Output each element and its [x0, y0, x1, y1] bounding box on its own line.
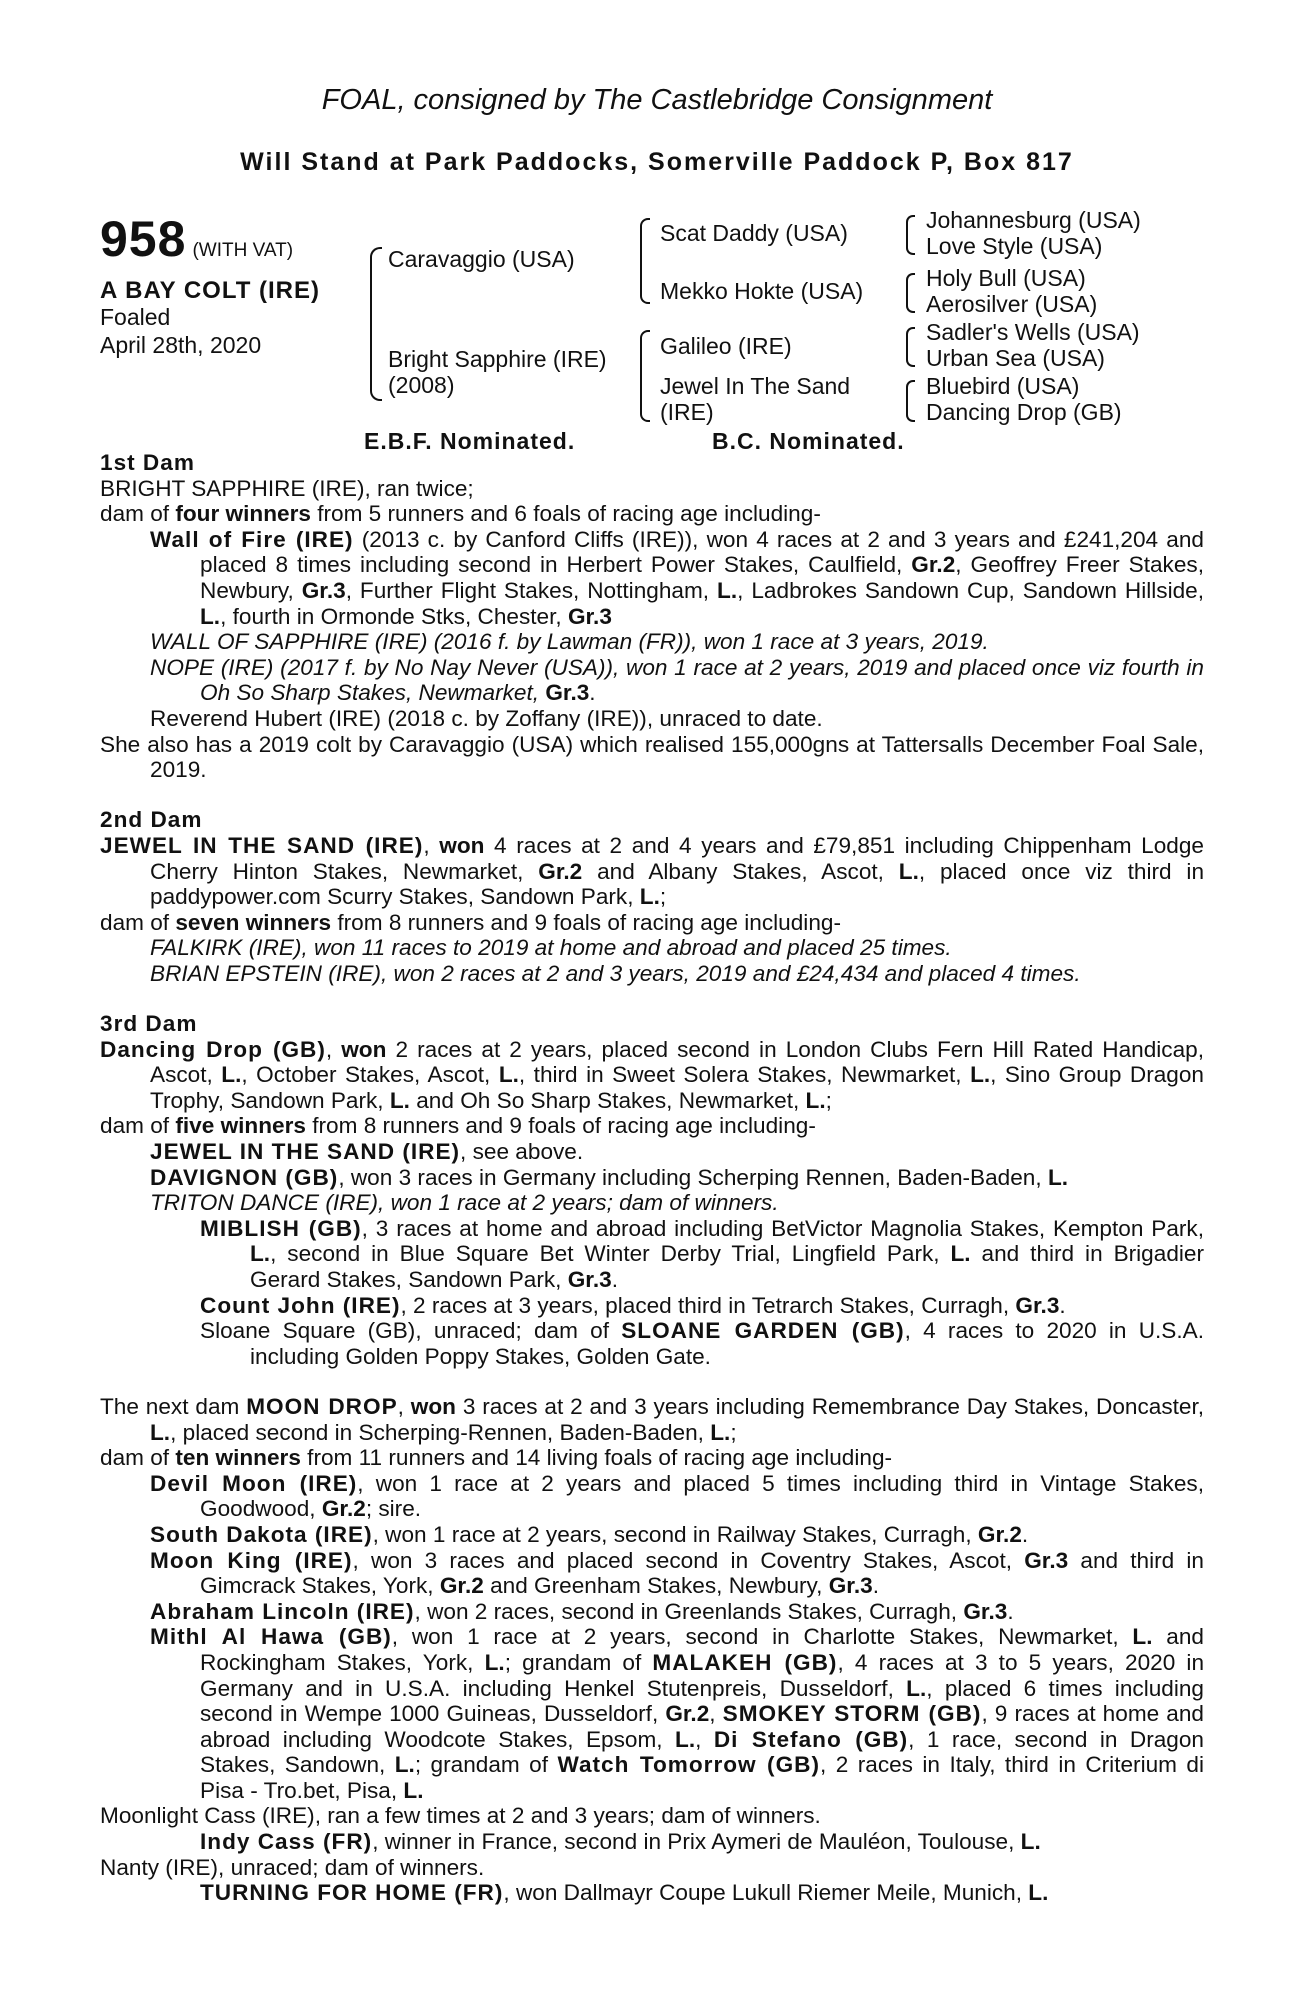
- pedigree-brace-ss: [906, 215, 915, 255]
- second-dam-record: JEWEL IN THE SAND (IRE), won 4 races at 2 and 4 years and £79,851 including Chippenham Lodge Cherry Hinton Stakes, Newmarket, Gr.2 and Albany Stakes, Ascot, L., placed once viz third in paddypower.com Scurry Stakes, Sandown Park, L.;: [100, 832, 1205, 910]
- foaled-info: [100, 303, 261, 359]
- pedigree-dam-year: (2008): [388, 372, 455, 398]
- progeny-reverend-hubert: Reverend Hubert (IRE) (2018 c. by Zoffany (IRE)), unraced to date.: [150, 705, 823, 731]
- foaled-date: April 28th, 2020: [100, 332, 262, 358]
- progeny-devil-moon: Devil Moon (IRE), won 1 race at 2 years and placed 5 times including third in Vintage Stakes, Goodwood, Gr.2; sire.: [150, 1470, 1204, 1522]
- horse-name: A BAY COLT (IRE): [100, 277, 321, 304]
- progeny-wall-of-fire: Wall of Fire (IRE) (2013 c. by Canford Cliffs (IRE)), won 4 races at 2 and 3 years and £241,204 and placed 8 times including second in Herbert Power Stakes, Caulfield, Gr.2, Geoffrey Freer Stakes, Newbury, Gr.3, Further Flight Stakes, Nottingham, L., Ladbrokes Sandown Cup, Sandown Hillside, L., fourth in Ormonde Stks, Chester, Gr.3: [150, 526, 1204, 629]
- pedigree-dam-dam-suffix: (IRE): [660, 399, 714, 425]
- pedigree-dam-dam-name: Jewel In The Sand: [660, 373, 851, 399]
- pedigree-brace-dam: [640, 330, 650, 422]
- pedigree-sdd: Aerosilver (USA): [926, 291, 1098, 317]
- pedigree-dam: [388, 346, 607, 398]
- third-dam-record: Dancing Drop (GB), won 2 races at 2 years, placed second in London Clubs Fern Hill Rated Handicap, Ascot, L., October Stakes, Ascot, L., third in Sweet Solera Stakes, Newmarket, L., Sino Group Dragon Trophy, Sandown Park, L. and Oh So Sharp Stakes, Newmarket, L.;: [100, 1036, 1204, 1113]
- progeny-abraham-lincoln: Abraham Lincoln (IRE), won 2 races, second in Greenlands Stakes, Curragh, Gr.3.: [150, 1598, 1014, 1624]
- next-dam-dam-of: dam of ten winners from 11 runners and 14 living foals of racing age including-: [100, 1445, 893, 1471]
- progeny-falkirk: FALKIRK (IRE), won 11 races to 2019 at home and abroad and placed 25 times.: [150, 935, 952, 961]
- pedigree-dds: Bluebird (USA): [926, 373, 1080, 399]
- progeny-wall-of-sapphire: WALL OF SAPPHIRE (IRE) (2016 f. by Lawman (FR)), won 1 race at 3 years, 2019.: [150, 629, 989, 655]
- progeny-nope: NOPE (IRE) (2017 f. by No Nay Never (USA)), won 1 race at 2 years, 2019 and placed once viz fourth in Oh So Sharp Stakes, Newmarket, Gr.3.: [150, 654, 1204, 706]
- pedigree-dam-sire: Galileo (IRE): [660, 333, 792, 359]
- third-dam-dam-of: dam of five winners from 8 runners and 9 foals of racing age including-: [100, 1113, 816, 1139]
- pedigree-sire: Caravaggio (USA): [388, 246, 575, 272]
- stand-location: Will Stand at Park Paddocks, Somerville Paddock P, Box 817: [240, 148, 1074, 176]
- pedigree-brace-dd: [906, 380, 915, 422]
- pedigree-ddd: Dancing Drop (GB): [926, 399, 1122, 425]
- progeny-count-john: Count John (IRE), 2 races at 3 years, placed third in Tetrarch Stakes, Curragh, Gr.3.: [200, 1292, 1066, 1318]
- progeny-triton-dance: TRITON DANCE (IRE), won 1 race at 2 years; dam of winners.: [150, 1190, 779, 1216]
- progeny-moonlight-cass: Moonlight Cass (IRE), ran a few times at 2 and 3 years; dam of winners.: [100, 1803, 821, 1829]
- first-dam-intro: BRIGHT SAPPHIRE (IRE), ran twice;: [100, 475, 474, 501]
- bc-nominated: B.C. Nominated.: [712, 428, 905, 454]
- second-dam-dam-of: dam of seven winners from 8 runners and 9 foals of racing age including-: [100, 909, 841, 935]
- progeny-davignon: DAVIGNON (GB), won 3 races in Germany including Scherping Rennen, Baden-Baden, L.: [150, 1164, 1069, 1190]
- first-dam-heading: 1st Dam: [100, 450, 195, 475]
- pedigree-dsd: Urban Sea (USA): [926, 345, 1105, 371]
- progeny-indy-cass: Indy Cass (FR), winner in France, second in Prix Aymeri de Mauléon, Toulouse, L.: [200, 1829, 1041, 1855]
- pedigree-brace-main: [370, 247, 382, 401]
- progeny-brian-epstein: BRIAN EPSTEIN (IRE), won 2 races at 2 and 3 years, 2019 and £24,434 and placed 4 times.: [150, 960, 1081, 986]
- first-dam-also: She also has a 2019 colt by Caravaggio (USA) which realised 155,000gns at Tattersalls December Foal Sale, 2019.: [100, 731, 1204, 783]
- lot-number: 958: [100, 211, 187, 267]
- consignment-title: FOAL, consigned by The Castlebridge Consignment: [321, 84, 993, 116]
- pedigree-brace-sd: [906, 273, 915, 313]
- pedigree-brace-sire: [640, 218, 650, 304]
- progeny-south-dakota: South Dakota (IRE), won 1 race at 2 years, second in Railway Stakes, Curragh, Gr.2.: [150, 1521, 1029, 1547]
- pedigree-ssd: Love Style (USA): [926, 233, 1103, 259]
- produce-record: [100, 450, 1204, 1906]
- progeny-mithl-al-hawa: Mithl Al Hawa (GB), won 1 race at 2 years, second in Charlotte Stakes, Newmarket, L. and Rockingham Stakes, York, L.; grandam of MALAKEH (GB), 4 races at 3 to 5 years, 2020 in Germany and in U.S.A. including Henkel Stutenpreis, Dusseldorf, L., placed 6 times including second in Wempe 1000 Guineas, Dusseldorf, Gr.2, SMOKEY STORM (GB), 9 races at home and abroad including Woodcote Stakes, Epsom, L., Di Stefano (GB), 1 race, second in Dragon Stakes, Sandown, L.; grandam of Watch Tomorrow (GB), 2 races in Italy, third in Criterium di Pisa - Tro.bet, Pisa, L.: [150, 1624, 1205, 1803]
- second-dam-heading: 2nd Dam: [100, 807, 203, 833]
- vat-note: (WITH VAT): [192, 240, 294, 261]
- first-dam-dam-of: dam of four winners from 5 runners and 6 foals of racing age including-: [100, 501, 821, 527]
- pedigree-brace-ds: [906, 327, 915, 367]
- ebf-nominated: E.B.F. Nominated.: [364, 428, 576, 454]
- pedigree-sds: Holy Bull (USA): [926, 265, 1086, 291]
- progeny-nanty: Nanty (IRE), unraced; dam of winners.: [100, 1854, 485, 1880]
- pedigree-dam-name: Bright Sapphire (IRE): [388, 346, 607, 372]
- progeny-sloane-square: Sloane Square (GB), unraced; dam of SLOANE GARDEN (GB), 4 races to 2020 in U.S.A. including Golden Poppy Stakes, Golden Gate.: [200, 1318, 1205, 1369]
- lot-block: [100, 210, 293, 268]
- pedigree-dss: Sadler's Wells (USA): [926, 319, 1140, 345]
- pedigree-sire-dam: Mekko Hokte (USA): [660, 278, 864, 304]
- pedigree-sire-sire: Scat Daddy (USA): [660, 220, 848, 246]
- next-dam-record: The next dam MOON DROP, won 3 races at 2 and 3 years including Remembrance Day Stakes, Doncaster, L., placed second in Scherping-Rennen, Baden-Baden, L.;: [100, 1393, 1205, 1445]
- progeny-moon-king: Moon King (IRE), won 3 races and placed second in Coventry Stakes, Ascot, Gr.3 and third in Gimcrack Stakes, York, Gr.2 and Greenham Stakes, Newbury, Gr.3.: [150, 1547, 1205, 1599]
- foaled-label: Foaled: [100, 304, 171, 330]
- pedigree-dam-dam: [660, 373, 850, 425]
- progeny-jewel-in-the-sand: JEWEL IN THE SAND (IRE), see above.: [150, 1139, 584, 1165]
- progeny-turning-for-home: TURNING FOR HOME (FR), won Dallmayr Coupe Lukull Riemer Meile, Munich, L.: [200, 1880, 1049, 1906]
- progeny-miblish: MIBLISH (GB), 3 races at home and abroad including BetVictor Magnolia Stakes, Kempton Park, L., second in Blue Square Bet Winter Derby Trial, Lingfield Park, L. and third in Brigadier Gerard Stakes, Sandown Park, Gr.3.: [200, 1215, 1204, 1292]
- third-dam-heading: 3rd Dam: [100, 1011, 198, 1037]
- pedigree-sss: Johannesburg (USA): [926, 207, 1141, 233]
